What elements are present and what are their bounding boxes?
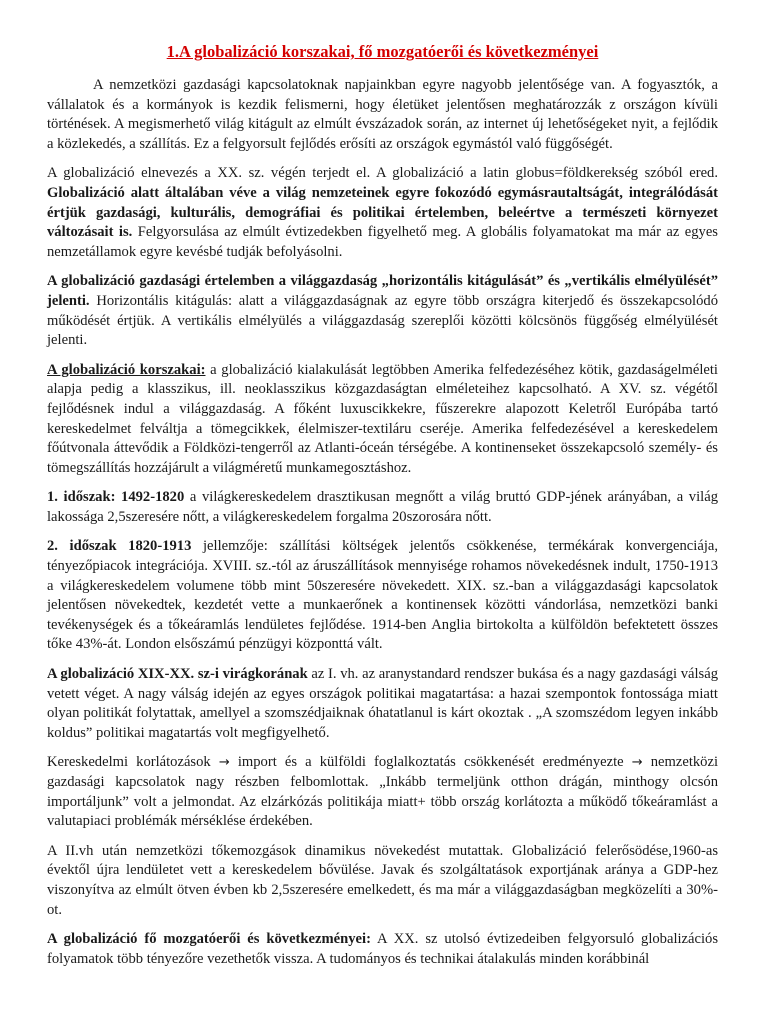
- paragraph-period-1: [47, 488, 718, 527]
- trade-restrictions-text-b: import és a külföldi foglalkoztatás csökkenését eredményezte: [237, 754, 624, 771]
- paragraph-intro: A nemzetközi gazdasági kapcsolatoknak napjainkban egyre nagyobb jelentősége van. A fogyasztók, a vállalatok és a kormányok is kezdik felismerni, hogy életüket jelentősen meghatározzák z országon kívüli történések. A megismerhető világ kitágult az elmúlt évszázadok során, az internet új lehetőségeket nyit, a fejlődik a közlekedés, a szállítás. Ez a felgyorsult fejlődés erősíti az országok egymástól való függőségét.: [47, 77, 718, 152]
- paragraph-period-2: [47, 537, 718, 655]
- period-1-text: a világkereskedelem drasztikusan megnőtt a világ bruttó GDP-jének arányában, a világ lakossága 2,5szeresére nőtt, a világkereskedelem forgalma 20szorosára nőtt.: [47, 489, 718, 525]
- economic-meaning-bold: A globalizáció gazdasági értelemben a világgazdaság „horizontális kitágulását” és „vertikális elmélyülését” jelenti.: [47, 273, 718, 309]
- right-arrow-icon: →: [631, 755, 643, 771]
- eras-heading: A globalizáció korszakai:: [47, 361, 206, 378]
- trade-restrictions-text-c: nemzetközi gazdasági kapcsolatok nagy részben felbomlottak. „Inkább termeljünk otthon drágán, minthogy olcsón importáljunk” volt a jelmondat. Az elzárkózás politikája miatt+ több ország korlátozta a működő tőkeáramlást a valutapiaci problémák mérséklése érdekében.: [47, 754, 718, 830]
- trade-restrictions-text-a: Kereskedelmi korlátozások: [47, 754, 211, 771]
- definition-bold: Globalizáció alatt általában véve a világ nemzeteinek egyre fokozódó egymásrautaltságát, integrálódását értjük gazdasági, kulturális, demográfiai és politikai értelemben, beleértve a természeti környezet változásait is.: [47, 184, 718, 241]
- period-1-label: 1. időszak: 1492-1820: [47, 489, 185, 506]
- paragraph-trade-restrictions: [47, 753, 718, 831]
- period-2-text: jellemzője: szállítási költségek jelentős csökkenése, termékárak konvergenciája, tényezőpiacok integrációja. XVIII. sz.-tól az áruszállítások mennyisége rohamos növekedésnek indult, 1750-1913 a világkereskedelem volumene több mint 50szeresére növekedett. XIX. sz.-ban a világgazdasági kapcsolatok jelentősen növekedtek, kezdetét vette a munkaerőnek a kontinensek közötti vándorlása, nemzetközi banki tevékenységek és a tőkeáramlás lendületes fejlődése. 1914-ben Anglia birtokolta a külföldön befektetett összes tőke 43%-át. London elsőszámú pénzügyi központtá vált.: [47, 538, 718, 653]
- paragraph-golden-age: [47, 665, 718, 743]
- golden-age-text: az I. vh. az aranystandard rendszer bukása és a nagy gazdasági válság vetett véget. A nagy válság idején az egyes országok politikai magatartása: a hazai szempontok fontossága miatt olyan politikát folytattak, amellyel a szomszédjaiknak óhatatlanul is kárt okoztak . „A szomszédom legyen inkább koldus” politikai magatartás volt megfigyelhető.: [47, 666, 718, 741]
- golden-age-label: A globalizáció XIX-XX. sz-i virágkorának: [47, 666, 308, 683]
- paragraph-post-ww2: A II.vh után nemzetközi tőkemozgások dinamikus növekedést mutattak. Globalizáció felerősödése,1960-as évektől újra lendületet vett a kereskedelem bővülése. Javak és szolgáltatások exportjának aránya a GDP-hez viszonyítva az elmúlt ötven évben kb 2,5szeresére emelkedett, és ma már a világgazdaságban megközelíti a 30%-ot.: [47, 842, 718, 918]
- paragraph-definition: [47, 164, 718, 262]
- right-arrow-icon: →: [218, 755, 230, 771]
- driving-forces-text: A XX. sz utolsó évtizedeiben felgyorsuló globalizációs folyamatok több tényezőre vezethetők vissza. A tudományos és technikai átalakulás minden korábbinál: [47, 931, 719, 967]
- economic-meaning-text: Horizontális kitágulás: alatt a világgazdaságnak az egyre több országra kiterjedő és összekapcsolódó működését értjük. A vertikális elmélyülés a világgazdaság szereplői közötti kölcsönös függőség elmélyülését jelenti.: [47, 292, 718, 349]
- paragraph-eras: [47, 361, 718, 479]
- definition-text-a: A globalizáció elnevezés a XX. sz. végén terjedt el. A globalizáció a latin globus=földkerekség szóból ered.: [47, 165, 718, 182]
- paragraph-driving-forces: [47, 930, 718, 969]
- driving-forces-label: A globalizáció fő mozgatóerői és következményei:: [47, 931, 371, 948]
- page-title: 1.A globalizáció korszakai, fő mozgatóerői és következményei: [166, 42, 599, 61]
- definition-text-c: Felgyorsulása az elmúlt évtizedekben figyelhető meg. A globális folyamatokat ma már az egyes nemzetállamok egyre kevésbé tudják befolyásolni.: [47, 224, 718, 260]
- eras-text: a globalizáció kialakulását legtöbben Amerika felfedezéséhez kötik, gazdaságelméleti alapja pedig a klasszikus, ill. neoklasszikus közgazdaságtan elméleteihez kapcsolható. A XV. sz. végétől fejlődésnek indul a világgazdaság. A főként luxuscikkekre, fűszerekre alapozott Keletről Európába tartó kereskedelmet felváltja a tömegcikkek, élelmiszer-textiláru cseréje. Amerika felfedezésével a kereskedelem főútvonala áttevődik a Földközi-tengerről az Atlanti-óceán térségébe. A kontinenseket összekapcsoló személy- és tömegszállítás hozzájárult a világméretű munkamegosztáshoz.: [47, 361, 718, 476]
- paragraph-economic-meaning: [47, 272, 718, 350]
- period-2-label: 2. időszak 1820-1913: [47, 538, 192, 555]
